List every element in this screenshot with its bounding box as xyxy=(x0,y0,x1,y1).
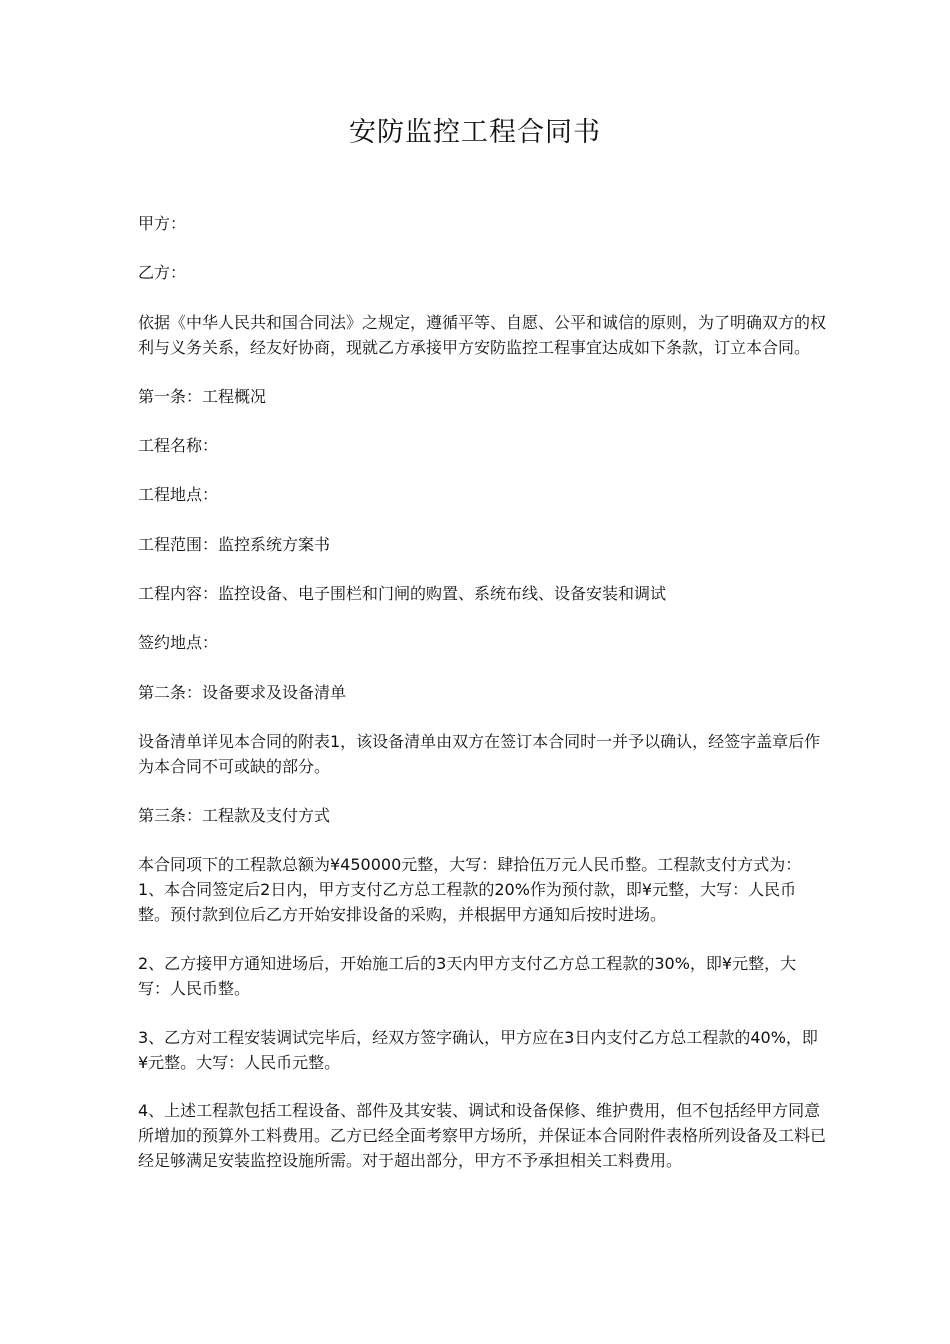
project-name-line: 工程名称： xyxy=(138,436,219,455)
signing-location-line: 签约地点： xyxy=(138,633,219,652)
project-scope-line: 工程范围：监控系统方案书 xyxy=(138,535,331,554)
article-2-paragraph: 设备清单详见本合同的附表1，该设备清单由双方在签订本合同时一并予以确认，经签字盖章后作为本合同不可或缺的部分。 xyxy=(138,732,821,776)
payment-clause-1: 1、本合同签定后2日内，甲方支付乙方总工程款的20%作为预付款，即¥元整，大写：人民币整。预付款到位后乙方开始安排设备的采购，并根据甲方通知后按时进场。 xyxy=(138,880,797,924)
payment-clause-2: 2、乙方接甲方通知进场后，开始施工后的3天内甲方支付乙方总工程款的30%，即¥元整，大写：人民币整。 xyxy=(138,954,797,998)
article-3-heading: 第三条：工程款及支付方式 xyxy=(138,806,331,825)
party-b-line: 乙方： xyxy=(138,263,187,282)
payment-clause-3: 3、乙方对工程安装调试完毕后，经双方签字确认，甲方应在3日内支付乙方总工程款的40%，即¥元整。大写：人民币元整。 xyxy=(138,1028,818,1072)
article-1-heading: 第一条：工程概况 xyxy=(138,387,267,406)
article-2-heading: 第二条：设备要求及设备清单 xyxy=(138,683,347,702)
preamble-paragraph: 依据《中华人民共和国合同法》之规定，遵循平等、自愿、公平和诚信的原则，为了明确双方的权利与义务关系，经友好协商，现就乙方承接甲方安防监控工程事宜达成如下条款，订立本合同。 xyxy=(138,313,827,357)
article-3-intro: 本合同项下的工程款总额为¥450000元整，大写：肆拾伍万元人民币整。工程款支付方式为： xyxy=(138,855,802,874)
project-location-line: 工程地点： xyxy=(138,485,219,504)
payment-clause-4: 4、上述工程款包括工程设备、部件及其安装、调试和设备保修、维护费用，但不包括经甲方同意所增加的预算外工料费用。乙方已经全面考察甲方场所，并保证本合同附件表格所列设备及工料已经足够满足安装监控设施所需。对于超出部分，甲方不予承担相关工料费用。 xyxy=(138,1101,827,1170)
project-content-line: 工程内容：监控设备、电子围栏和门闸的购置、系统布线、设备安装和调试 xyxy=(138,584,667,603)
document-title: 安防监控工程合同书 xyxy=(349,117,601,148)
party-a-line: 甲方： xyxy=(138,214,187,233)
